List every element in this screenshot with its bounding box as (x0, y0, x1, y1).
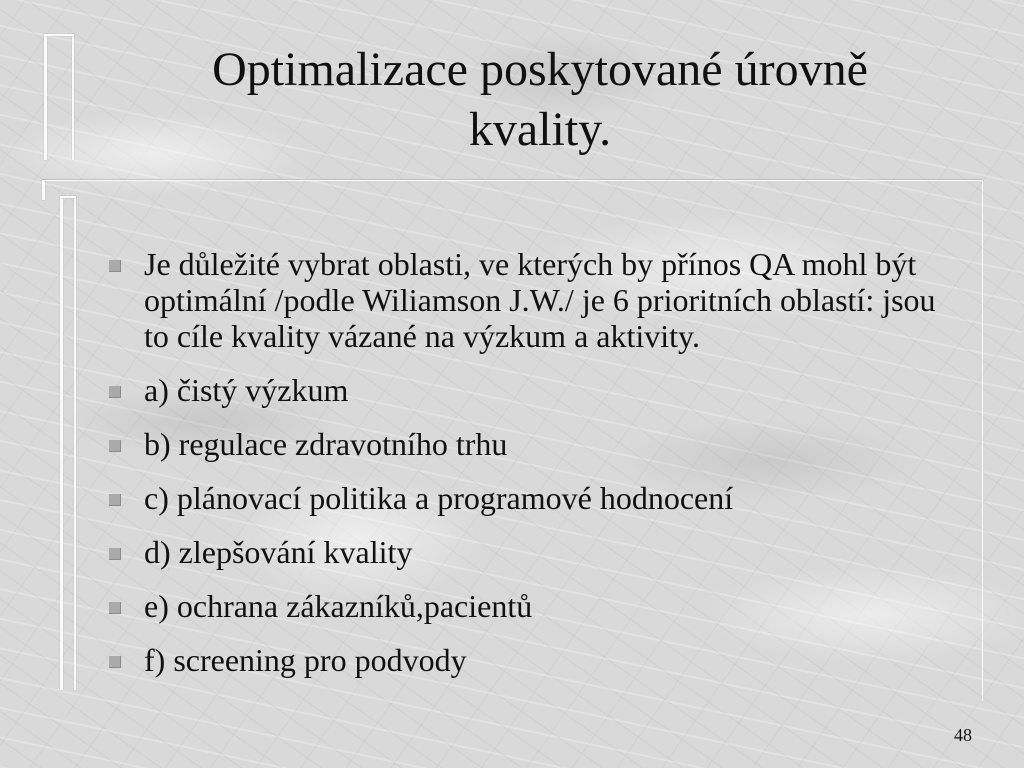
bullet-list (108, 246, 968, 696)
frame-line-top-left-vertical-2 (72, 34, 74, 160)
bullet-text: e) ochrana zákazníků,pacientů (144, 588, 533, 624)
square-bullet-icon (109, 656, 121, 668)
bullet-item-b (108, 426, 968, 462)
page-number: 48 (954, 725, 972, 745)
bullet-text: a) čistý výzkum (144, 372, 349, 408)
bullet-text: f) screening pro podvody (144, 642, 467, 678)
square-bullet-icon (109, 440, 121, 452)
bullet-item-f (108, 642, 968, 678)
bullet-text: Je důležité vybrat oblasti, ve kterých by přínos QA mohl být optimální /podle Wiliamson J.W./ je 6 prioritních oblastí: jsou to cíle kvality vázané na výzkum a aktivity. (144, 246, 936, 354)
bullet-item-d (108, 534, 968, 570)
slide-title (100, 40, 980, 160)
square-bullet-icon (109, 548, 121, 560)
bullet-item-intro (108, 246, 968, 354)
square-bullet-icon (109, 602, 121, 614)
slide-title-line-1: Optimalizace poskytované úrovně (212, 43, 868, 96)
bullet-item-c (108, 480, 968, 516)
bullet-text: c) plánovací politika a programové hodnocení (144, 480, 734, 516)
frame-line-top-left-vertical (44, 34, 47, 160)
square-bullet-icon (109, 260, 121, 272)
bullet-item-a (108, 372, 968, 408)
bullet-text: d) zlepšování kvality (144, 534, 413, 570)
slide-title-line-2: kvality. (468, 103, 612, 156)
square-bullet-icon (109, 494, 121, 506)
frame-line-top-left-horizontal (44, 34, 74, 36)
bullet-item-e (108, 588, 968, 624)
bullet-text: b) regulace zdravotního trhu (144, 426, 508, 462)
square-bullet-icon (109, 386, 121, 398)
